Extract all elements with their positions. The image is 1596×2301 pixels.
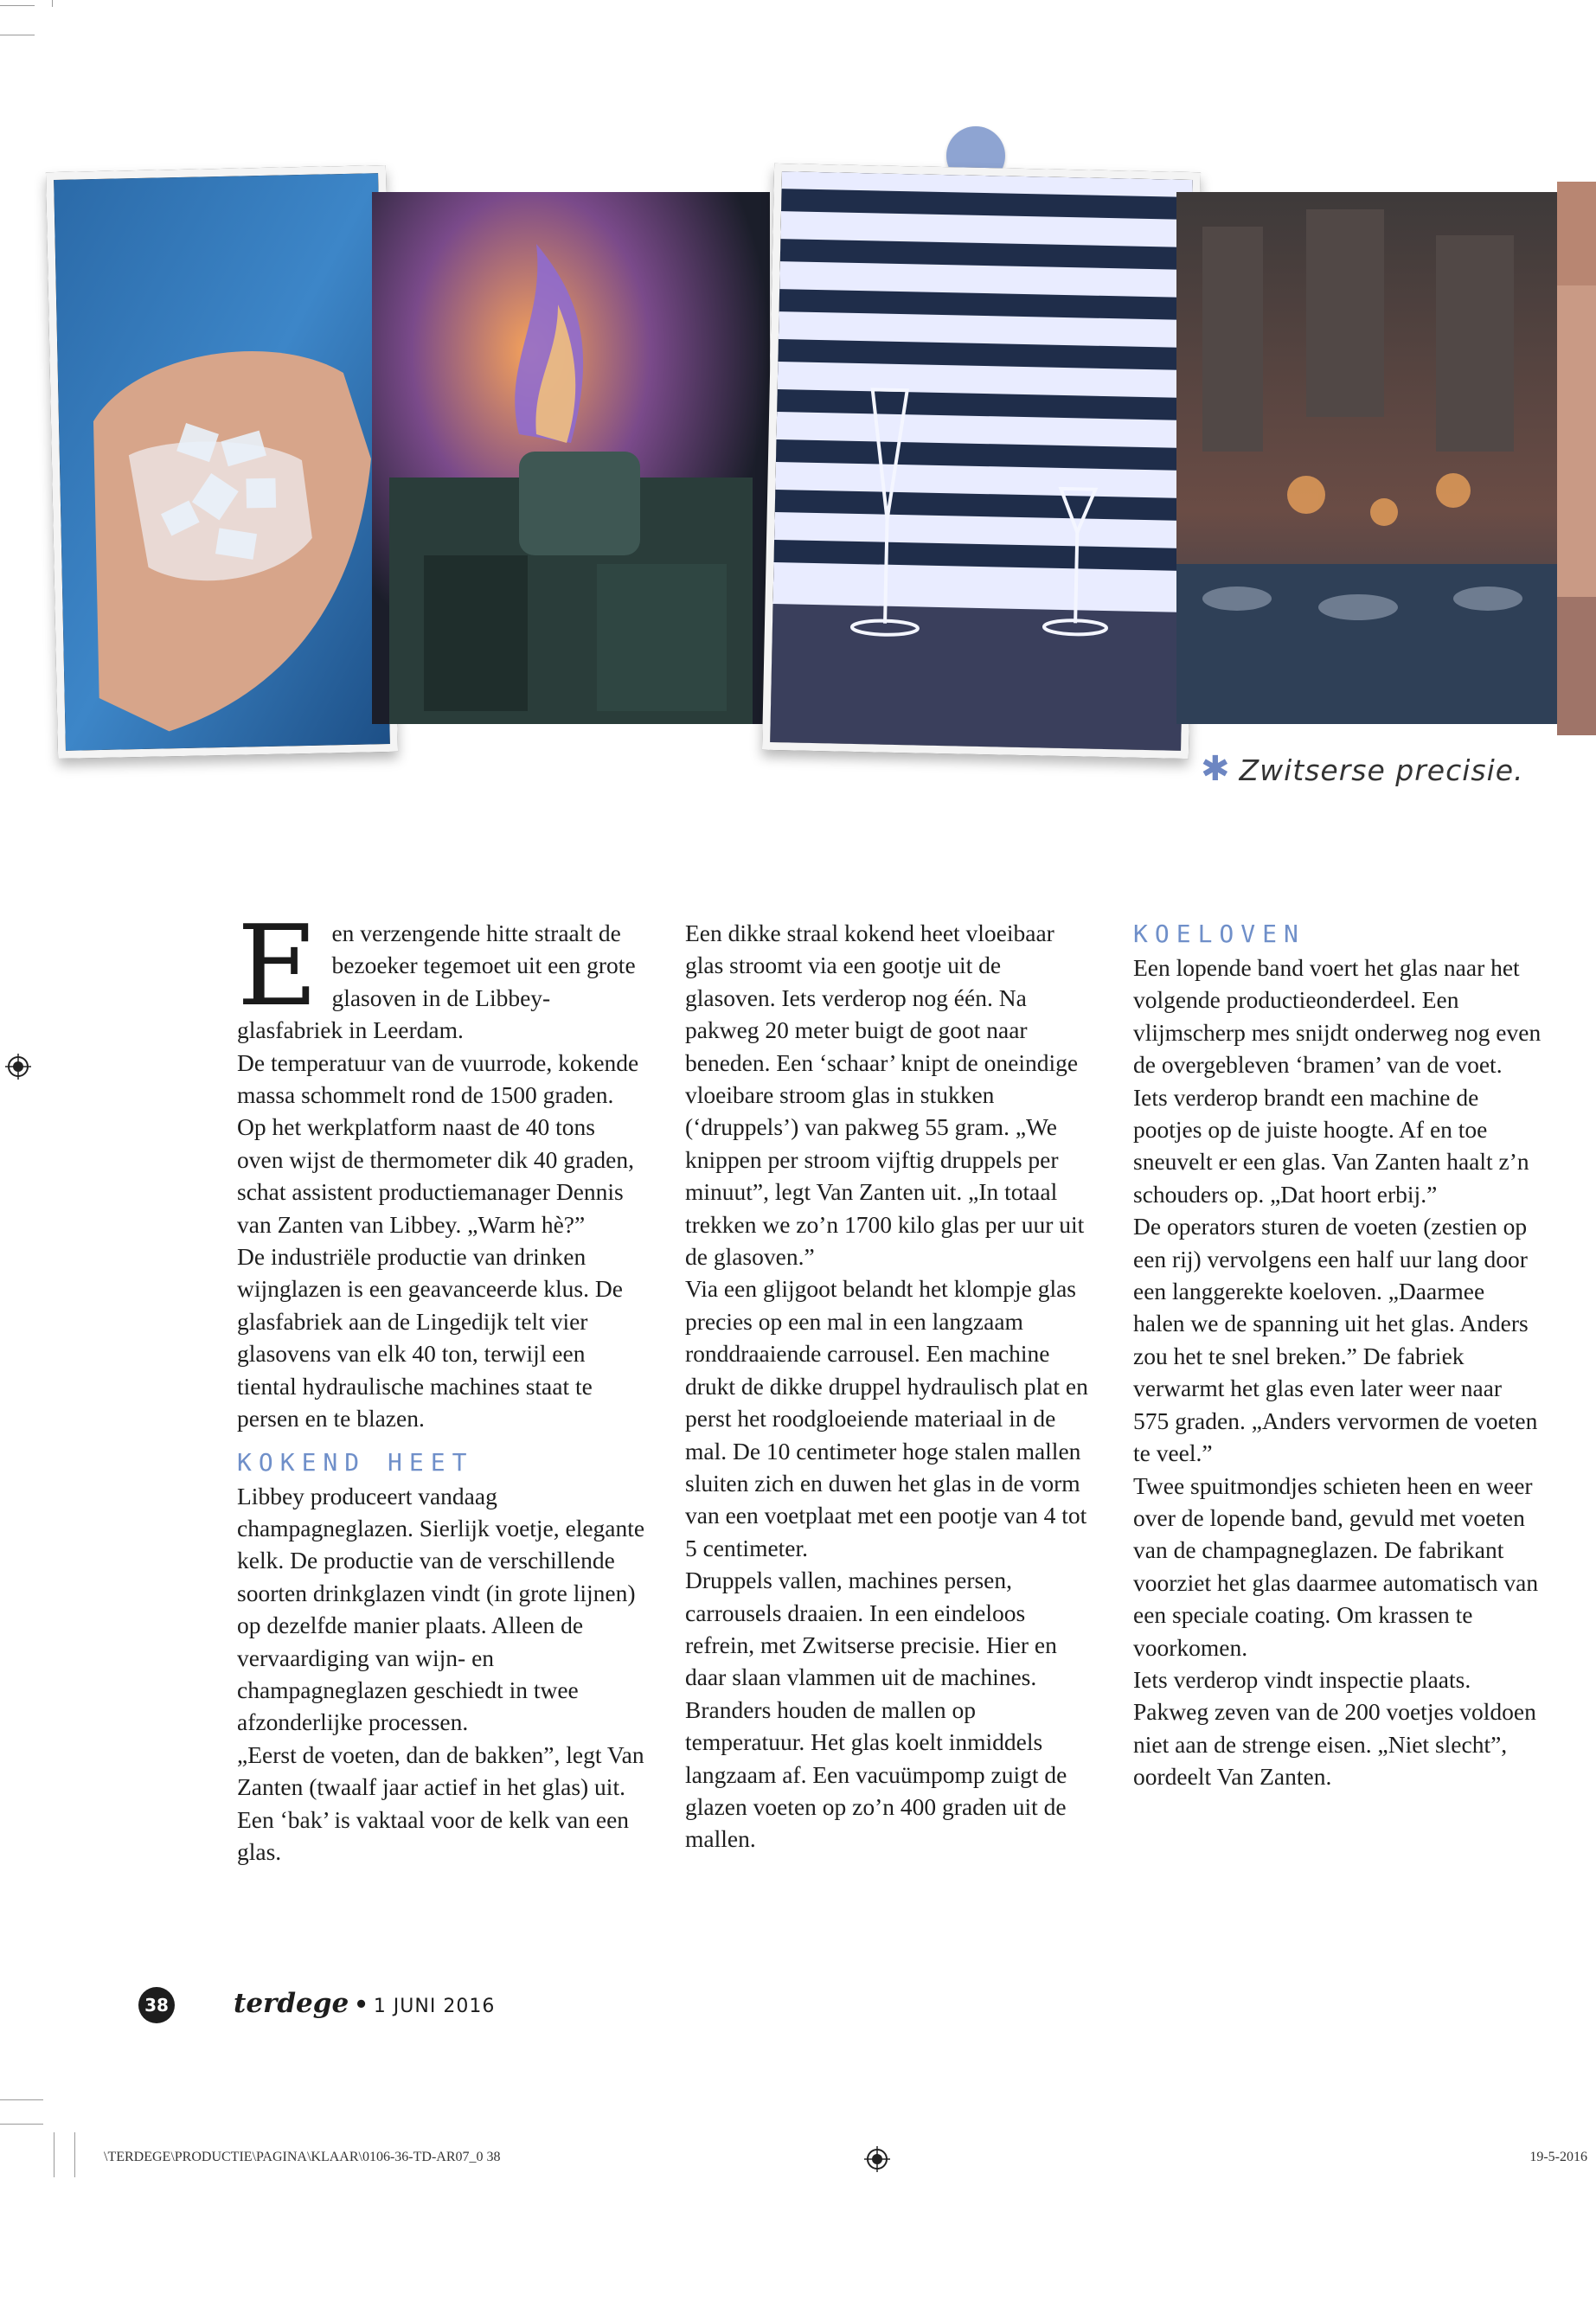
article-paragraph: „Eerst de voeten, dan de bakken”, legt Van Zanten (twaalf jaar actief in het glas) uit. Een ‘bak’ is vaktaal voor de kelk van een glas. <box>237 1740 644 1865</box>
article-paragraph: Twee spuitmondjes schieten heen en weer over de lopende band, gevuld met voeten van de champagneglazen. De fabrikant voorziet het glas daarmee automatisch van een speciale coating. Om krassen te voorkomen. <box>1133 1471 1539 1661</box>
page-number: 38 <box>138 1987 175 2023</box>
section-heading-koeloven: KOELOVEN <box>1133 920 1305 948</box>
crop-mark <box>0 2099 43 2100</box>
section-heading-kokend-heet: KOKEND HEET <box>237 1447 474 1477</box>
article-paragraph: Druppels vallen, machines persen, carrousels draaien. In een eindeloos refrein, met Zwitserse precisie. Hier en daar slaan vlammen uit de machines. Branders houden de mallen op temperatuur. Het glas koelt inmiddels langzaam af. Een vacuümpomp zuigt de glazen voeten op zo’n 400 graden uit de mallen. <box>685 1567 1067 1853</box>
magazine-logo: terdege <box>234 1988 349 2019</box>
photo-champagne-glasses <box>762 163 1201 759</box>
article-paragraph: De temperatuur van de vuurrode, kokende massa schommelt rond de 1500 graden. Op het werkplatform naast de 40 tons oven wijst de thermometer dik 40 graden, schat assistent productiemanager Dennis van Zanten van Libbey. „Warm hè?” <box>237 1048 639 1238</box>
article-paragraph: Een lopende band voert het glas naar het volgende productieonderdeel. Een vlijmscherp mes snijdt onderweg nog even de overgebleven ‘bramen’ van de voet. Iets verderop brandt een machine de pootjes op de juiste hoogte. Af en toe sneuvelt er een glas. Van Zanten haalt z’n schouders op. „Dat hoort erbij.” <box>1133 954 1542 1208</box>
registration-mark-icon <box>5 1054 31 1080</box>
crop-mark <box>0 5 35 6</box>
photo-furnace-flame <box>372 192 770 724</box>
magazine-footer <box>234 1988 495 2019</box>
crop-mark <box>74 2132 75 2177</box>
article-paragraph: Libbey produceert vandaag champagneglazen. Sierlijk voetje, elegante kelk. De productie van de verschillende soorten drinkglazen vindt (in grote lijnen) op dezelfde manier plaats. Alleen de vervaardiging van wijn- en champagneglazen geschiedt in twee afzonderlijke processen. <box>237 1482 645 1736</box>
issue-date: 1 JUNI 2016 <box>373 1996 496 2017</box>
article-paragraph: Via een glijgoot belandt het klompje glas precies op een mal in een langzaam ronddraaiende carrousel. Een machine drukt de dikke druppel hydraulisch plat en perst het roodgloeiende materiaal in de mal. De 10 centimeter hoge stalen mallen sluiten zich en duwen het glas in de vorm van een voetplaat met een pootje van 4 tot 5 centimeter. <box>685 1275 1088 1561</box>
print-date: 19-5-2016 <box>1529 2150 1587 2164</box>
photo-hand-glass-pieces <box>46 165 398 759</box>
photo-caption: ✱ Zwitserse precisie. <box>1201 749 1524 789</box>
drop-cap: E <box>237 902 318 1031</box>
article-paragraph: Iets verderop vindt inspectie plaats. Pakweg zeven van de 200 voetjes voldoen niet aan de strenge eisen. „Niet slecht”, oordeelt Van Zanten. <box>1133 1665 1536 1791</box>
article-paragraph: De operators sturen de voeten (zestien op een rij) vervolgens een half uur lang door een langgerekte koeloven. „Daarmee halen we de spanning uit het glas. Anders zou het te snel breken.” De fabriek verwarmt het glas even later weer naar 575 graden. „Anders vervormen de voeten te veel.” <box>1133 1213 1538 1467</box>
star-icon: ✱ <box>1201 749 1231 789</box>
crop-mark <box>52 0 53 7</box>
crop-mark <box>0 2124 43 2125</box>
article-paragraph: De industriële productie van drinken wijnglazen is een geavanceerde klus. De glasfabriek aan de Lingedijk telt vier glasovens van elk 40 ton, terwijl een tiental hydraulische machines staat te persen en te blazen. <box>237 1243 623 1433</box>
article-paragraph: Een dikke straal kokend heet vloeibaar glas stroomt via een gootje uit de glasoven. Iets verderop nog één. Na pakweg 20 meter buigt de goot naar beneden. Een ‘schaar’ knipt de oneindige vloeibare stroom glas in stukken (‘druppels’) van pakweg 55 gram. „We knippen per stroom vijftig druppels per minuut”, legt Van Zanten uit. „In totaal trekken we zo’n 1700 kilo glas per uur uit de glasoven.” <box>685 920 1085 1271</box>
print-slug: \TERDEGE\PRODUCTIE\PAGINA\KLAAR\0106-36-TD-AR07_0 38 <box>104 2150 501 2164</box>
footer-separator: • <box>354 1992 369 2018</box>
registration-mark-icon <box>864 2146 890 2172</box>
article-intro: en verzengende hitte straalt de bezoeker tegemoet uit een grote glasoven in de Libbey-glasfabriek in Leerdam. <box>237 920 636 1044</box>
photo-machine-carrousel <box>1176 192 1557 724</box>
article-column-2 <box>685 917 1093 1856</box>
article-column-1 <box>237 902 645 1868</box>
article-column-3 <box>1133 917 1542 1793</box>
photo-person-partial <box>1557 182 1596 735</box>
